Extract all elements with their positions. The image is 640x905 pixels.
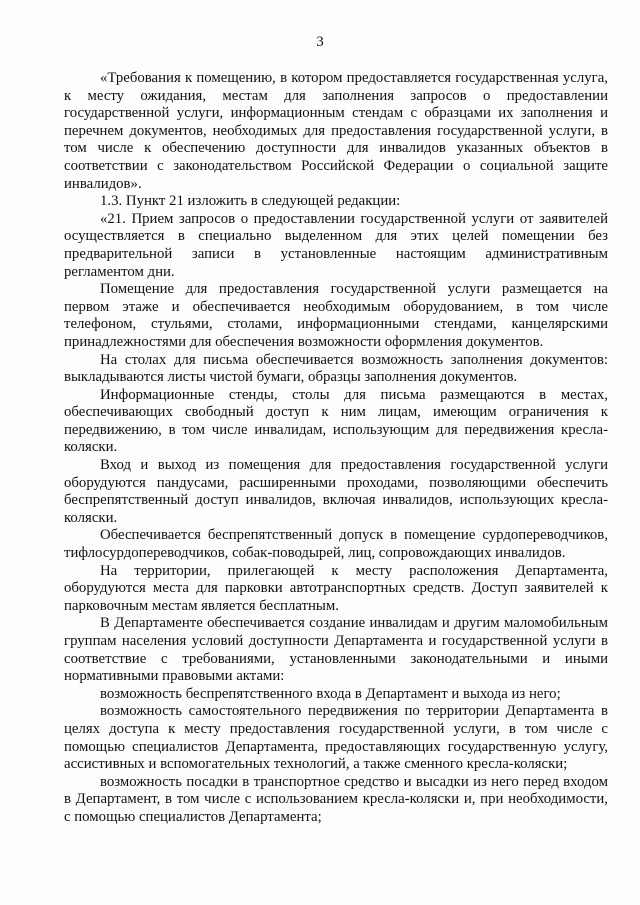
paragraph-requirements-heading: «Требования к помещению, в котором предоставляется государственная услуга, к месту ожидания, местам для заполнения запросов о предоставлении государственной услуги, информационным стендам с образцами их заполнения и перечнем документов, необходимых для предоставления государственной услуги, в том числе к обеспечению доступности для инвалидов указанных объектов в соответствии с законодательством Российской Федерации о социальной защите инвалидов». (64, 70, 608, 192)
paragraph-item-21: «21. Прием запросов о предоставлении государственной услуги от заявителей осуществляется в специально выделенном для этих целей помещении без предварительной записи в установленные настоящим административным регламентом дни. (64, 210, 608, 280)
paragraph-boarding-possibility: возможность посадки в транспортное средство и высадки из него перед входом в Департамент, в том числе с использованием кресла-коляски и, при необходимости, с помощью специалистов Департамента; (64, 773, 608, 825)
paragraph-admission: Обеспечивается беспрепятственный допуск в помещение сурдопереводчиков, тифлосурдопереводчиков, собак-поводырей, лиц, сопровождающих инвалидов. (64, 527, 608, 562)
paragraph-parking: На территории, прилегающей к месту расположения Департамента, оборудуются места для парковки автотранспортных средств. Доступ заявителей к парковочным местам является бесплатным. (64, 562, 608, 614)
paragraph-entry-possibility: возможность беспрепятственного входа в Департамент и выхода из него; (100, 685, 561, 702)
paragraph-clause-1-3: 1.3. Пункт 21 изложить в следующей редакции: (100, 193, 401, 210)
document-body (64, 70, 608, 827)
paragraph-information-stands: Информационные стенды, столы для письма размещаются в местах, обеспечивающих свободный доступ к ним лицам, имеющим ограничения к передвижению, в том числе инвалидам, использующим для передвижения кресла-коляски. (64, 386, 608, 456)
paragraph-accessibility-conditions: В Департаменте обеспечивается создание инвалидам и другим маломобильным группам населения условий доступности Департамента и государственной услуги в соответствие с требованиями, установленными законодательными и иными нормативными правовыми актами: (64, 615, 608, 685)
paragraph-movement-possibility: возможность самостоятельного передвижения по территории Департамента в целях доступа к месту предоставления государственной услуги, в том числе с помощью специалистов Департамента, предоставляющих государственную услугу, ассистивных и вспомогательных технологий, а также сменного кресла-коляски; (64, 703, 608, 773)
paragraph-entrance-exit: Вход и выход из помещения для предоставления государственной услуги оборудуются пандусами, расширенными проходами, позволяющими обеспечить беспрепятственный доступ инвалидов, включая инвалидов, использующих кресла-коляски. (64, 457, 608, 526)
page-number: 3 (316, 34, 324, 50)
paragraph-writing-tables: На столах для письма обеспечивается возможность заполнения документов: выкладываются листы чистой бумаги, образцы заполнения документов. (64, 351, 608, 386)
paragraph-premises-equipment: Помещение для предоставления государственной услуги размещается на первом этаже и обеспечивается необходимым оборудованием, в том числе телефоном, стульями, столами, информационными стендами, канцелярскими принадлежностями для обеспечения возможности оформления документов. (64, 281, 608, 350)
